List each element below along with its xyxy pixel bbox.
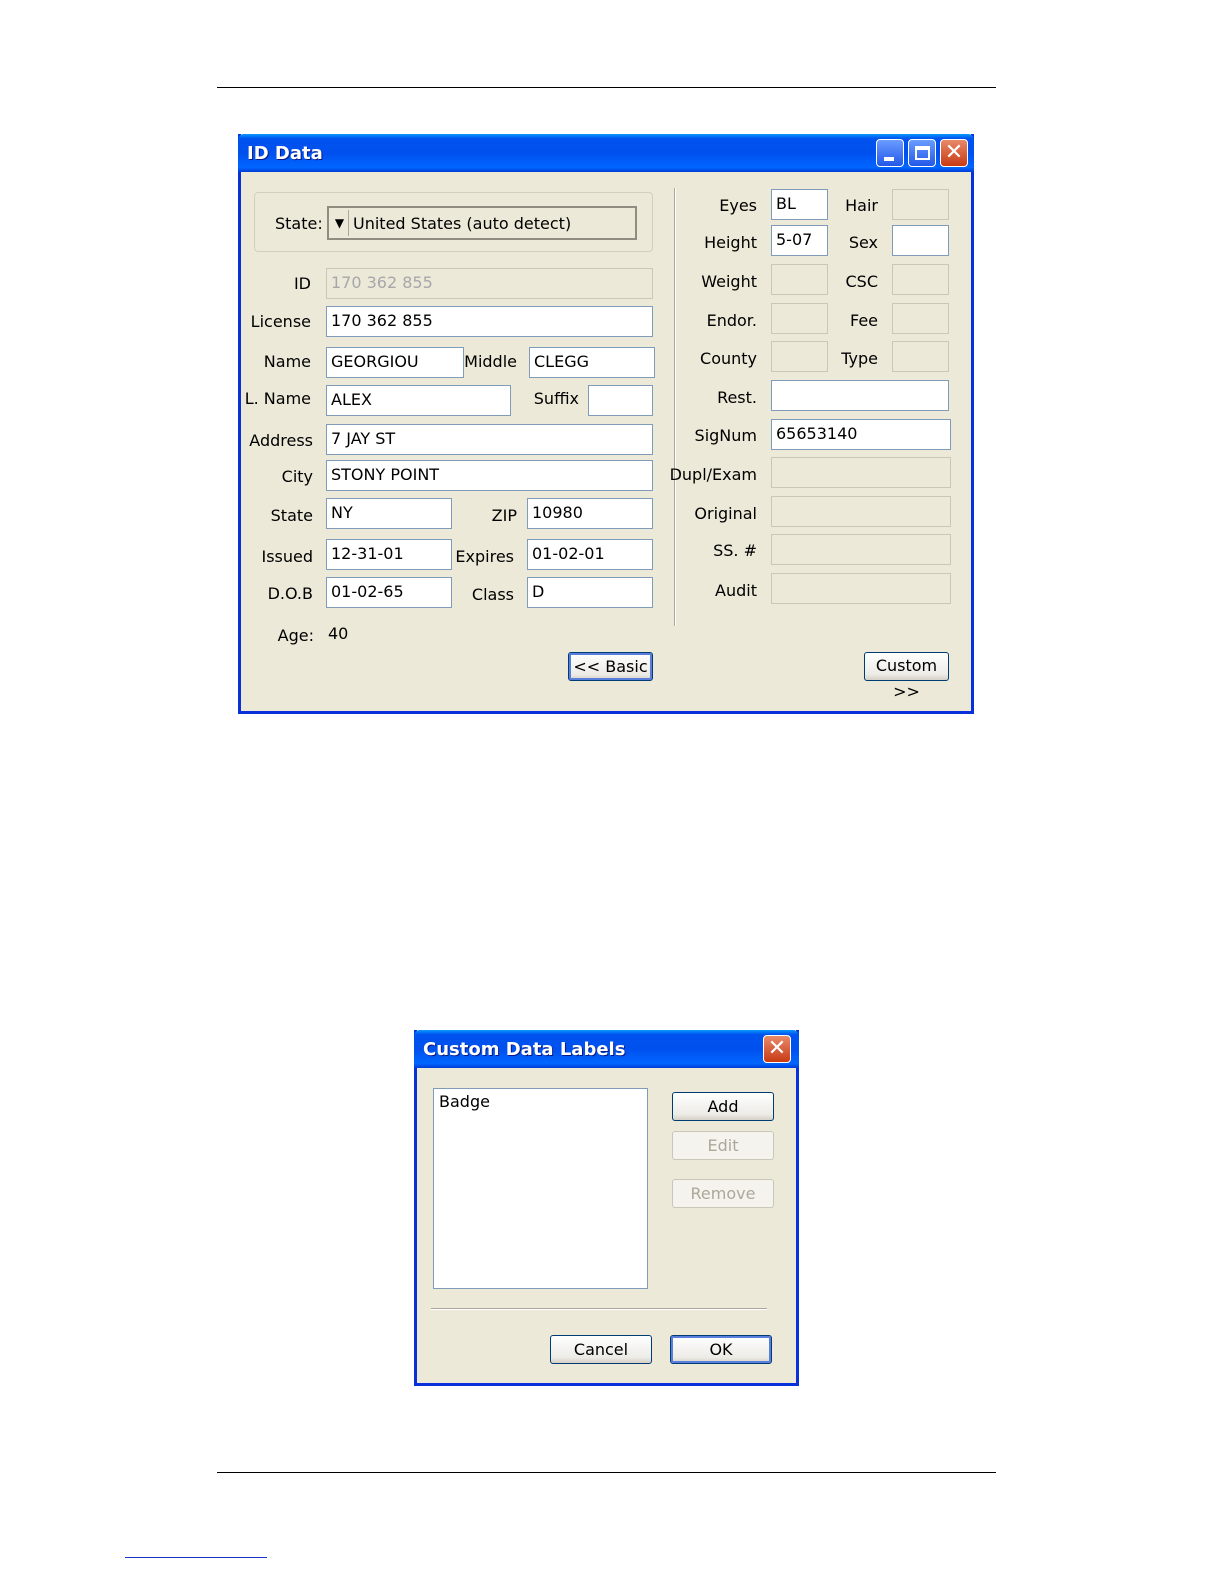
sex-label: Sex [848, 233, 878, 252]
dropdown-arrow-icon[interactable]: ▼ [331, 210, 349, 236]
address-label: Address [249, 431, 313, 450]
type-field [892, 341, 949, 372]
custom-close-button[interactable] [763, 1035, 791, 1063]
endor-field [771, 303, 828, 334]
minimize-button[interactable] [876, 139, 904, 167]
lname-field[interactable]: ALEX [326, 385, 511, 416]
window-title: ID Data [247, 143, 323, 164]
suffix-field[interactable] [588, 385, 653, 416]
type-label: Type [841, 349, 878, 368]
basic-button[interactable]: << Basic [568, 652, 653, 681]
rest-field[interactable] [771, 380, 949, 411]
middle-field[interactable]: CLEGG [529, 347, 655, 378]
minimize-icon [884, 157, 894, 161]
remove-button: Remove [672, 1179, 774, 1208]
county-label: County [700, 349, 757, 368]
sex-field[interactable] [892, 225, 949, 256]
eyes-label: Eyes [719, 196, 757, 215]
expires-label: Expires [455, 547, 514, 566]
cancel-button[interactable]: Cancel [550, 1335, 652, 1364]
zip-label: ZIP [491, 506, 517, 525]
class-label: Class [471, 585, 514, 604]
issued-field[interactable]: 12-31-01 [326, 539, 452, 570]
ok-button[interactable]: OK [670, 1335, 772, 1364]
dupl-exam-label: Dupl/Exam [669, 465, 757, 484]
suffix-label: Suffix [533, 389, 579, 408]
rest-label: Rest. [717, 388, 757, 407]
add-button[interactable]: Add [672, 1092, 774, 1121]
fee-field [892, 303, 949, 334]
city-field[interactable]: STONY POINT [326, 460, 653, 491]
close-icon: ✕ [944, 140, 964, 165]
city-label: City [281, 467, 313, 486]
age-label: Age: [277, 626, 314, 645]
column-divider [674, 188, 676, 626]
county-field [771, 341, 828, 372]
custom-button[interactable]: Custom >> [864, 652, 949, 681]
license-label: License [250, 312, 311, 331]
state-select-value: United States (auto detect) [353, 214, 572, 233]
id-field: 170 362 855 [326, 268, 653, 299]
license-field[interactable]: 170 362 855 [326, 306, 653, 337]
name-field[interactable]: GEORGIOU [326, 347, 464, 378]
height-label: Height [704, 233, 757, 252]
edit-button: Edit [672, 1131, 774, 1160]
state-select-label: State: [275, 214, 323, 233]
list-item[interactable]: Badge [439, 1092, 490, 1111]
hair-label: Hair [845, 196, 878, 215]
maximize-icon [915, 146, 930, 160]
issued-label: Issued [261, 547, 313, 566]
id-data-window [238, 134, 974, 714]
age-value: 40 [328, 624, 349, 643]
state-field[interactable]: NY [326, 498, 452, 529]
lname-label: L. Name [244, 389, 311, 408]
custom-data-labels-window [414, 1030, 799, 1386]
eyes-field[interactable]: BL [771, 189, 828, 220]
state-select[interactable] [327, 206, 637, 240]
csc-field [892, 264, 949, 295]
footer-link-underline [125, 1557, 267, 1558]
original-label: Original [694, 504, 757, 523]
signum-field[interactable]: 65653140 [771, 419, 951, 450]
header-rule [217, 87, 996, 88]
weight-field [771, 264, 828, 295]
hair-field [892, 189, 949, 220]
fee-label: Fee [849, 311, 878, 330]
endor-label: Endor. [706, 311, 757, 330]
close-button[interactable] [940, 139, 968, 167]
address-field[interactable]: 7 JAY ST [326, 424, 653, 455]
footer-rule [217, 1472, 996, 1473]
audit-field [771, 573, 951, 604]
button-separator [431, 1308, 767, 1310]
audit-label: Audit [715, 581, 757, 600]
custom-titlebar[interactable] [414, 1030, 799, 1068]
ss-field [771, 534, 951, 565]
expires-field[interactable]: 01-02-01 [527, 539, 653, 570]
custom-window-title: Custom Data Labels [423, 1039, 626, 1060]
name-label: Name [263, 352, 311, 371]
close-icon: ✕ [767, 1036, 787, 1061]
middle-label: Middle [464, 352, 517, 371]
maximize-button[interactable] [908, 139, 936, 167]
dupl-exam-field [771, 457, 951, 488]
class-field[interactable]: D [527, 577, 653, 608]
height-field[interactable]: 5-07 [771, 225, 828, 256]
signum-label: SigNum [694, 426, 757, 445]
labels-listbox[interactable] [433, 1088, 648, 1289]
ss-label: SS. # [713, 541, 757, 560]
csc-label: CSC [845, 272, 878, 291]
zip-field[interactable]: 10980 [527, 498, 653, 529]
dob-field[interactable]: 01-02-65 [326, 577, 452, 608]
original-field [771, 496, 951, 527]
dob-label: D.O.B [267, 584, 313, 603]
id-label: ID [293, 274, 311, 293]
id-data-titlebar[interactable] [238, 134, 974, 172]
weight-label: Weight [701, 272, 757, 291]
state-label: State [270, 506, 313, 525]
